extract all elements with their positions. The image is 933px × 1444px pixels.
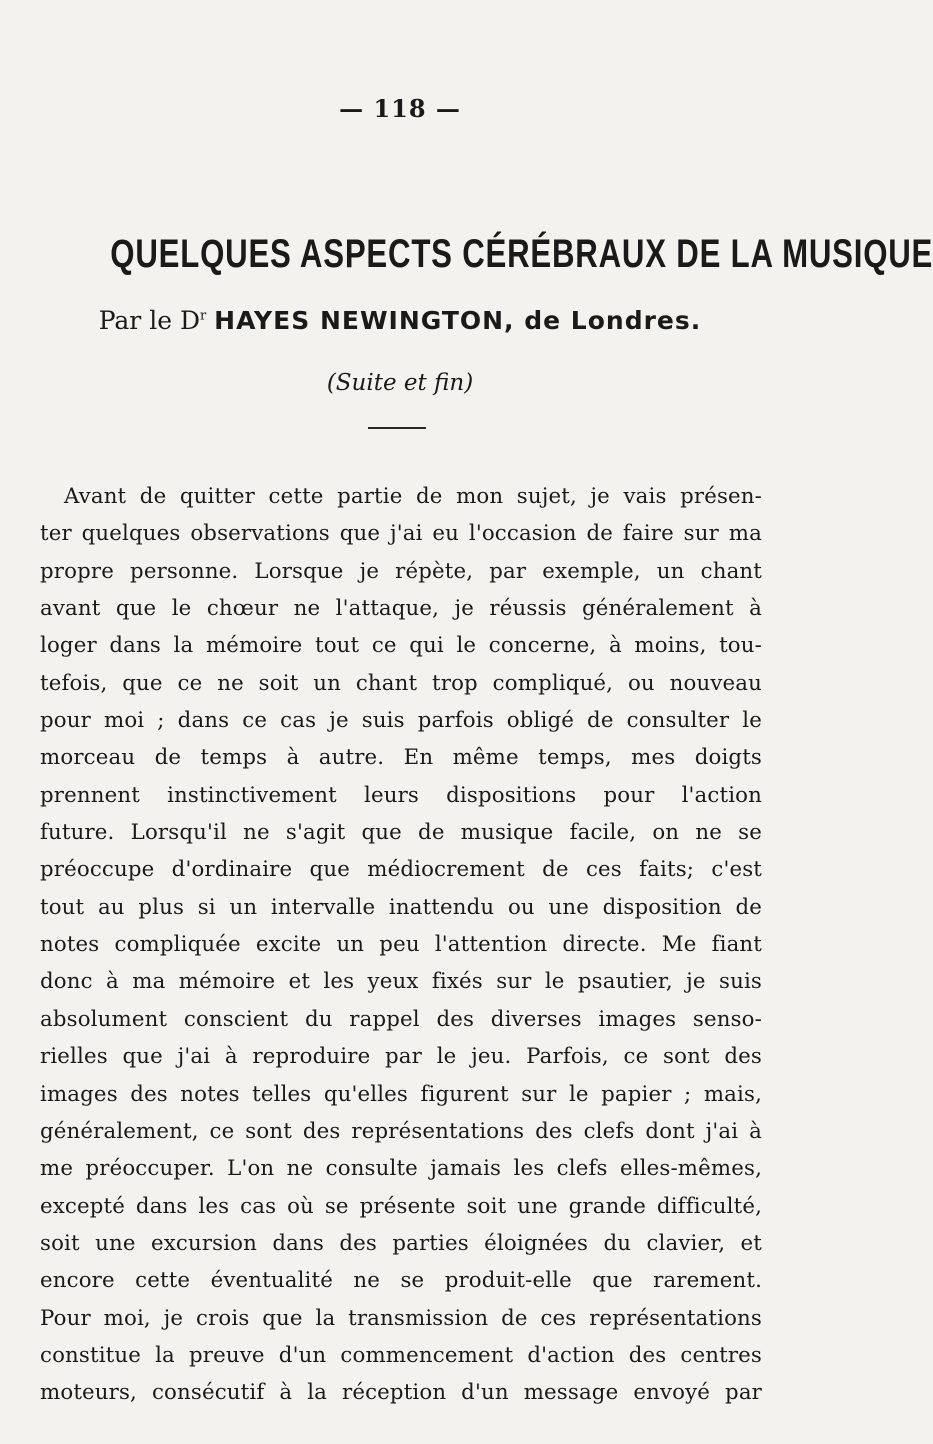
text-line: soit une excursion dans des parties éloignées du clavier, et (40, 1230, 762, 1256)
author-prefix: Par le D (98, 306, 200, 335)
text-line: me préoccuper. L'on ne consulte jamais les clefs elles-mêmes, (40, 1156, 762, 1182)
article-title: QUELQUES ASPECTS CÉRÉBRAUX DE LA MUSIQUE (110, 232, 933, 276)
text-line: tout au plus si un intervalle inattendu ou une disposition de (40, 894, 762, 920)
text-line: généralement, ce sont des représentations des clefs dont j'ai à (40, 1118, 762, 1144)
author-line (0, 306, 800, 335)
text-line: moteurs, consécutif à la réception d'un message envoyé par (40, 1380, 762, 1406)
text-line: propre personne. Lorsque je répète, par exemple, un chant (40, 558, 762, 584)
body-paragraph (40, 478, 762, 1412)
text-line: loger dans la mémoire tout ce qui le concerne, à moins, tou- (40, 633, 762, 659)
text-line: future. Lorsqu'il ne s'agit que de musique facile, on ne se (40, 820, 762, 846)
text-line: excepté dans les cas où se présente soit une grande difficulté, (40, 1193, 762, 1219)
text-line: avant que le chœur ne l'attaque, je réussis généralement à (40, 596, 762, 622)
text-line: préoccupe d'ordinaire que médiocrement de ces faits; c'est (40, 857, 762, 883)
text-line: Pour moi, je crois que la transmission de ces représentations (40, 1305, 762, 1331)
text-line: tefois, que ce ne soit un chant trop compliqué, ou nouveau (40, 670, 762, 696)
text-line: encore cette éventualité ne se produit-elle que rarement. (40, 1268, 762, 1294)
text-line: rielles que j'ai à reproduire par le jeu. Parfois, ce sont des (40, 1044, 762, 1070)
text-line: Avant de quitter cette partie de mon sujet, je vais présen- (64, 484, 762, 509)
author-name: HAYES NEWINGTON, de Londres. (214, 306, 702, 335)
text-line: donc à ma mémoire et les yeux fixés sur le psautier, je suis (40, 969, 762, 995)
text-line: constitue la preuve d'un commencement d'action des centres (40, 1342, 762, 1368)
text-line: morceau de temps à autre. En même temps, mes doigts (40, 745, 762, 771)
separator-rule (368, 427, 426, 429)
text-line: prennent instinctivement leurs dispositions pour l'action (40, 782, 762, 808)
page-number: — 118 — (339, 94, 461, 123)
text-line: images des notes telles qu'elles figurent sur le papier ; mais, (40, 1081, 762, 1107)
author-title-sup: r (200, 308, 207, 324)
text-line: pour moi ; dans ce cas je suis parfois obligé de consulter le (40, 708, 762, 734)
text-line: ter quelques observations que j'ai eu l'occasion de faire sur ma (40, 521, 762, 547)
text-line: notes compliquée excite un peu l'attention directe. Me fiant (40, 932, 762, 958)
article-subtitle: (Suite et fin) (326, 370, 474, 396)
text-line: absolument conscient du rappel des diverses images senso- (40, 1006, 762, 1032)
